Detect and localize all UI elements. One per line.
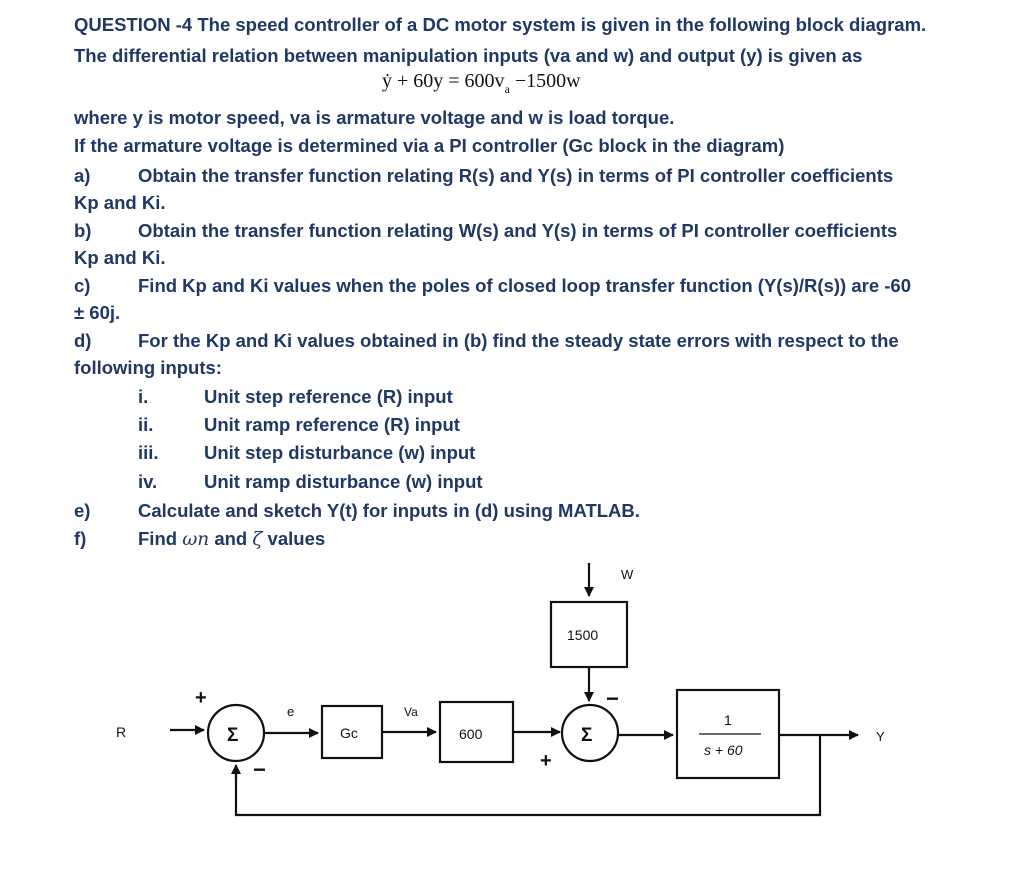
item-c-continued: ± 60j.: [74, 302, 121, 323]
sum2-minus-sign: −: [606, 686, 619, 711]
error-label: e: [287, 704, 295, 719]
equation-subscript: a: [504, 82, 510, 96]
item-b-continued: Kp and Ki.: [74, 247, 166, 268]
where-line: where y is motor speed, va is armature voltage and w is load torque.: [74, 107, 675, 128]
item-d-text: For the Kp and Ki values obtained in (b) find the steady state errors with respect to the: [138, 330, 899, 351]
item-c-label: c): [74, 275, 91, 296]
plant-denominator: s + 60: [704, 742, 743, 758]
differential-equation: [382, 70, 581, 96]
gain-600-label: 600: [459, 726, 483, 742]
subitem-ii-text: Unit ramp reference (R) input: [204, 414, 460, 435]
va-label: Va: [404, 705, 418, 719]
subitem-ii: [138, 414, 460, 436]
sum2-plus-sign: +: [540, 750, 552, 772]
item-b: [74, 220, 897, 242]
item-a-continued: Kp and Ki.: [74, 192, 166, 213]
sum1-symbol: Σ: [227, 725, 239, 746]
subitem-iv: [138, 471, 483, 493]
subitem-ii-num: ii.: [138, 414, 154, 435]
item-e: [74, 500, 640, 522]
sum2-symbol: Σ: [581, 725, 593, 746]
subitem-i-num: i.: [138, 386, 149, 407]
item-a-label: a): [74, 165, 91, 186]
item-e-label: e): [74, 500, 91, 521]
item-f-find: Find: [138, 528, 183, 549]
item-a-text: Obtain the transfer function relating R(s) and Y(s) in terms of PI controller coefficients: [138, 165, 894, 186]
question-title: QUESTION -4 The speed controller of a DC motor system is given in the following block diagram.: [74, 14, 927, 35]
block-diagram: [0, 550, 1024, 888]
item-d: [74, 330, 899, 352]
sum1-minus-sign: −: [253, 757, 266, 782]
item-d-label: d): [74, 330, 92, 351]
plant-numerator: 1: [724, 712, 732, 728]
input-label: R: [116, 724, 127, 740]
subitem-iv-text: Unit ramp disturbance (w) input: [204, 471, 483, 492]
item-b-text: Obtain the transfer function relating W(s) and Y(s) in terms of PI controller coefficients: [138, 220, 898, 241]
subitem-iii: [138, 442, 475, 464]
equation-main: ẏ + 60y = 600v: [382, 70, 505, 92]
subitem-i: [138, 386, 453, 408]
disturbance-gain-label: 1500: [567, 627, 599, 643]
disturbance-label: W: [621, 567, 634, 582]
subitem-iii-num: iii.: [138, 442, 159, 463]
pi-controller-line: If the armature voltage is determined via a PI controller (Gc block in the diagram): [74, 135, 785, 156]
item-c-text: Find Kp and Ki values when the poles of closed loop transfer function (Y(s)/R(s)) are -60: [138, 275, 911, 296]
equation-tail: −1500w: [509, 70, 581, 92]
item-e-text: Calculate and sketch Y(t) for inputs in (d) using MATLAB.: [138, 500, 640, 521]
item-f-and: and: [209, 528, 253, 549]
omega-n-symbol: ωn: [182, 529, 210, 550]
item-c: [74, 275, 911, 297]
zeta-symbol: ζ: [252, 529, 263, 550]
question-intro: The differential relation between manipulation inputs (va and w) and output (y) is given as: [74, 45, 863, 66]
output-label: Y: [876, 729, 885, 744]
item-f-label: f): [74, 528, 87, 549]
item-d-continued: following inputs:: [74, 357, 222, 378]
item-f-values: values: [262, 528, 326, 549]
item-b-label: b): [74, 220, 92, 241]
sum1-plus-sign: +: [195, 687, 207, 709]
item-f: [74, 528, 325, 550]
subitem-i-text: Unit step reference (R) input: [204, 386, 453, 407]
item-a: [74, 165, 893, 187]
subitem-iii-text: Unit step disturbance (w) input: [204, 442, 476, 463]
controller-label: Gc: [340, 725, 358, 741]
subitem-iv-num: iv.: [138, 471, 158, 492]
